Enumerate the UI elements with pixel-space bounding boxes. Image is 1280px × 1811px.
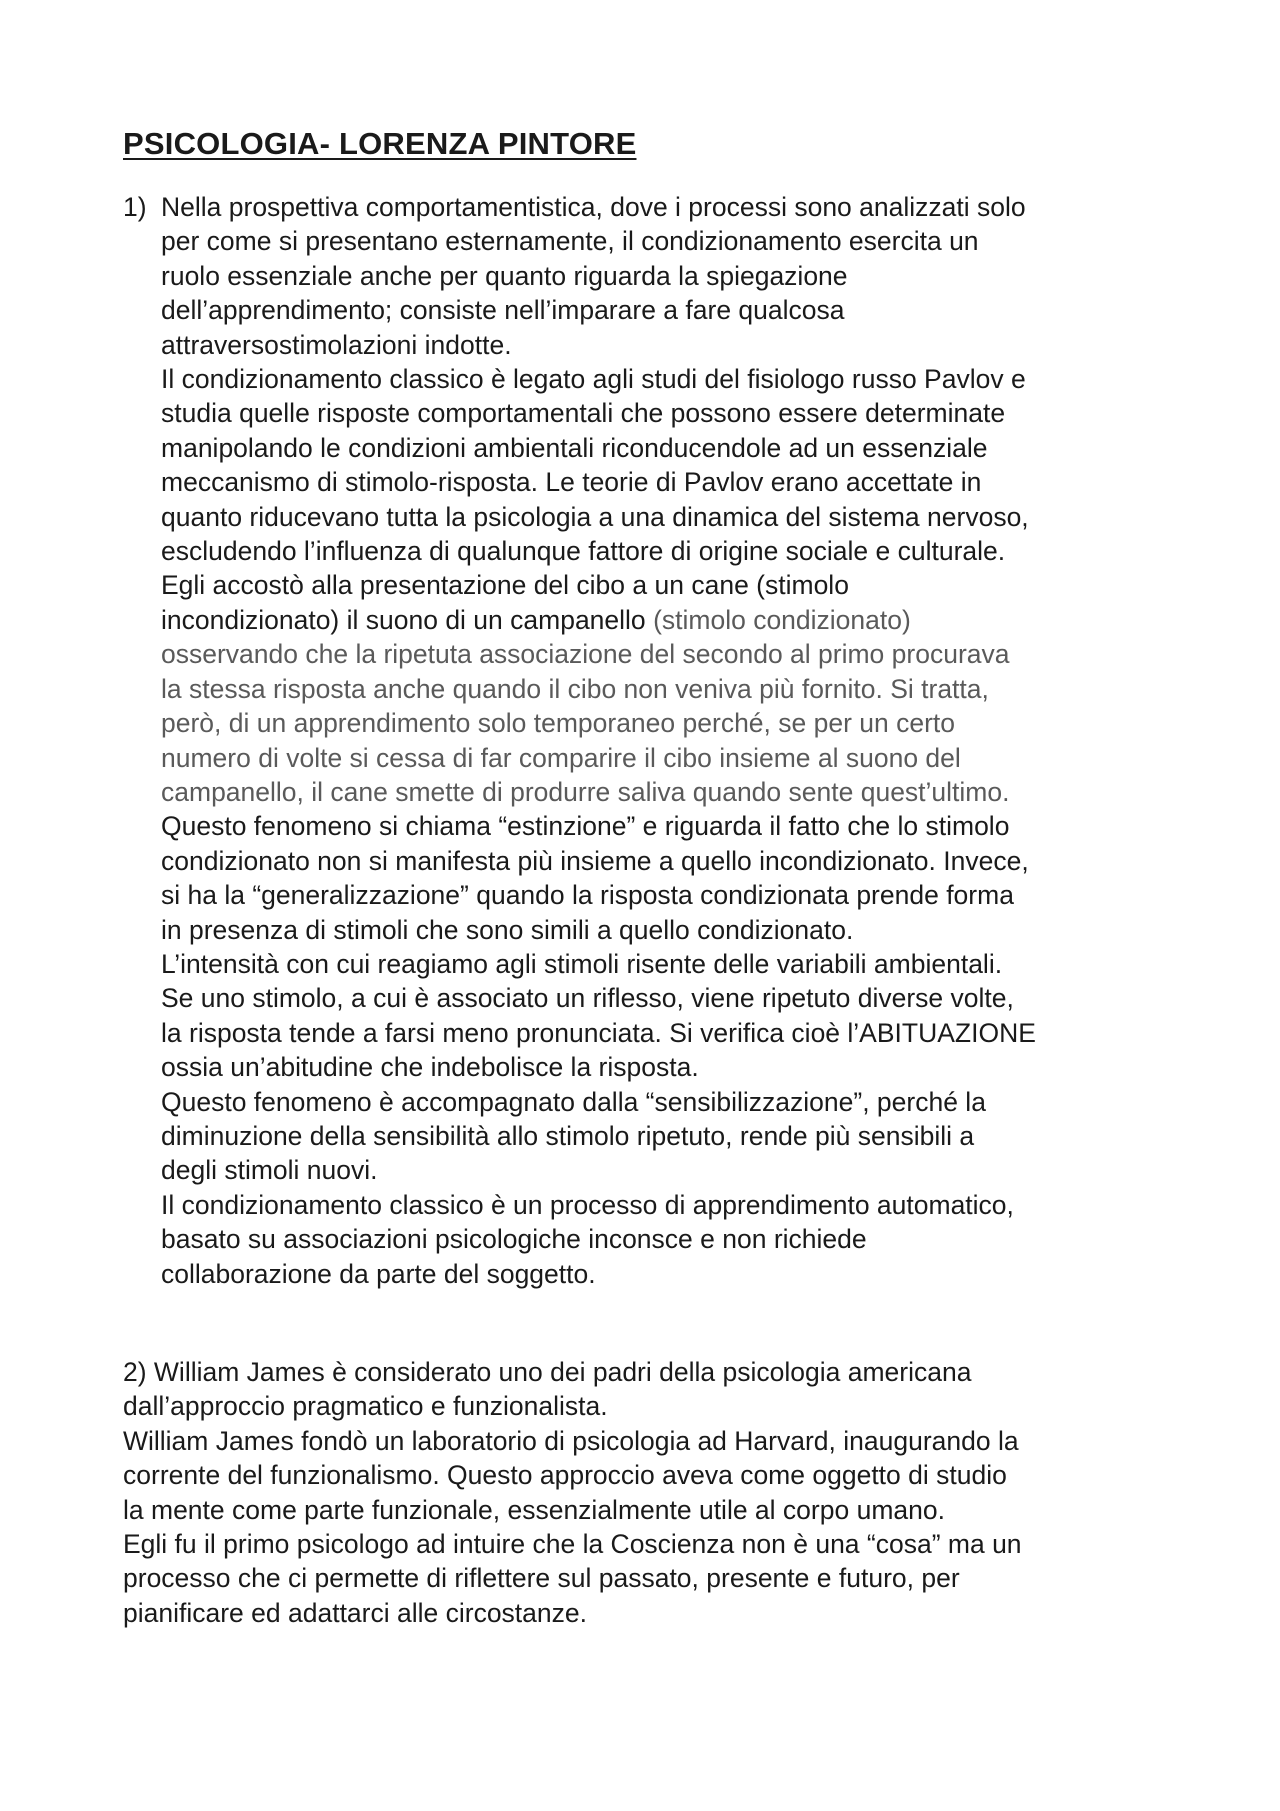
text-line: Questo fenomeno è accompagnato dalla “sensibilizzazione”, perché la: [161, 1086, 986, 1117]
text-line: escludendo l’influenza di qualunque fattore di origine sociale e culturale.: [161, 536, 1006, 567]
text-line: degli stimoli nuovi.: [161, 1155, 378, 1186]
text-line: Questo fenomeno si chiama “estinzione” e riguarda il fatto che lo stimolo: [161, 811, 1010, 842]
answer-1-body: [161, 190, 1181, 1291]
text-line: però, di un apprendimento solo temporaneo perché, se per un certo: [161, 708, 956, 739]
text-line: Egli fu il primo psicologo ad intuire che la Coscienza non è una “cosa” ma un: [123, 1529, 1022, 1560]
text-line: Egli accostò alla presentazione del cibo a un cane (stimolo: [161, 570, 849, 601]
answer-1-number: 1): [123, 192, 147, 222]
text-line: 2) William James è considerato uno dei padri della psicologia americana: [123, 1357, 972, 1387]
text-line-mixed: [161, 603, 1181, 637]
text-segment: incondizionato) il suono di un campanello: [161, 604, 646, 635]
text-line: numero di volte si cessa di far comparire il cibo insieme al suono del: [161, 742, 961, 773]
text-line: quanto riducevano tutta la psicologia a una dinamica del sistema nervoso,: [161, 501, 1029, 532]
text-segment-gray: (stimolo condizionato): [653, 604, 911, 635]
text-line: processo che ci permette di riflettere sul passato, presente e futuro, per: [123, 1563, 960, 1594]
text-line: L’intensità con cui reagiamo agli stimoli risente delle variabili ambientali.: [161, 948, 1003, 979]
document-title: PSICOLOGIA- LORENZA PINTORE: [123, 126, 637, 161]
text-line: manipolando le condizioni ambientali riconducendole ad un essenziale: [161, 432, 988, 463]
text-line: Nella prospettiva comportamentistica, dove i processi sono analizzati solo: [161, 192, 1026, 222]
text-line: collaborazione da parte del soggetto.: [161, 1258, 596, 1289]
text-line: Il condizionamento classico è legato agli studi del fisiologo russo Pavlov e: [161, 364, 1026, 395]
text-line: corrente del funzionalismo. Questo approccio aveva come oggetto di studio: [123, 1460, 1007, 1491]
text-line: la stessa risposta anche quando il cibo non veniva più fornito. Si tratta,: [161, 673, 989, 704]
text-line: ruolo essenziale anche per quanto riguarda la spiegazione: [161, 260, 848, 291]
text-line: meccanismo di stimolo-risposta. Le teorie di Pavlov erano accettate in: [161, 467, 982, 498]
text-line: campanello, il cane smette di produrre saliva quando sente quest’ultimo.: [161, 776, 1010, 807]
text-line: dell’apprendimento; consiste nell’imparare a fare qualcosa: [161, 295, 845, 326]
text-line: basato su associazioni psicologiche inconsce e non richiede: [161, 1224, 867, 1255]
text-line: la risposta tende a farsi meno pronunciata. Si verifica cioè l’ABITUAZIONE: [161, 1017, 1036, 1048]
text-line: osservando che la ripetuta associazione del secondo al primo procurava: [161, 639, 1010, 670]
text-line: per come si presentano esternamente, il condizionamento esercita un: [161, 226, 979, 257]
text-line: diminuzione della sensibilità allo stimolo ripetuto, rende più sensibili a: [161, 1120, 975, 1151]
text-line: Se uno stimolo, a cui è associato un riflesso, viene ripetuto diverse volte,: [161, 983, 1014, 1014]
text-line: attraversostimolazioni indotte.: [161, 329, 512, 360]
text-line: studia quelle risposte comportamentali che possono essere determinate: [161, 398, 1006, 429]
text-line: pianificare ed adattarci alle circostanze.: [123, 1597, 587, 1628]
text-line: la mente come parte funzionale, essenzialmente utile al corpo umano.: [123, 1494, 945, 1525]
text-line: William James fondò un laboratorio di psicologia ad Harvard, inaugurando la: [123, 1425, 1019, 1456]
answer-2: [123, 1355, 1183, 1630]
text-line: Il condizionamento classico è un processo di apprendimento automatico,: [161, 1189, 1014, 1220]
text-line: ossia un’abitudine che indebolisce la risposta.: [161, 1052, 699, 1083]
text-line: si ha la “generalizzazione” quando la risposta condizionata prende forma: [161, 880, 1014, 911]
text-line: dall’approccio pragmatico e funzionalista.: [123, 1391, 608, 1422]
text-line: condizionato non si manifesta più insieme a quello incondizionato. Invece,: [161, 845, 1029, 876]
text-line: in presenza di stimoli che sono simili a quello condizionato.: [161, 914, 854, 945]
